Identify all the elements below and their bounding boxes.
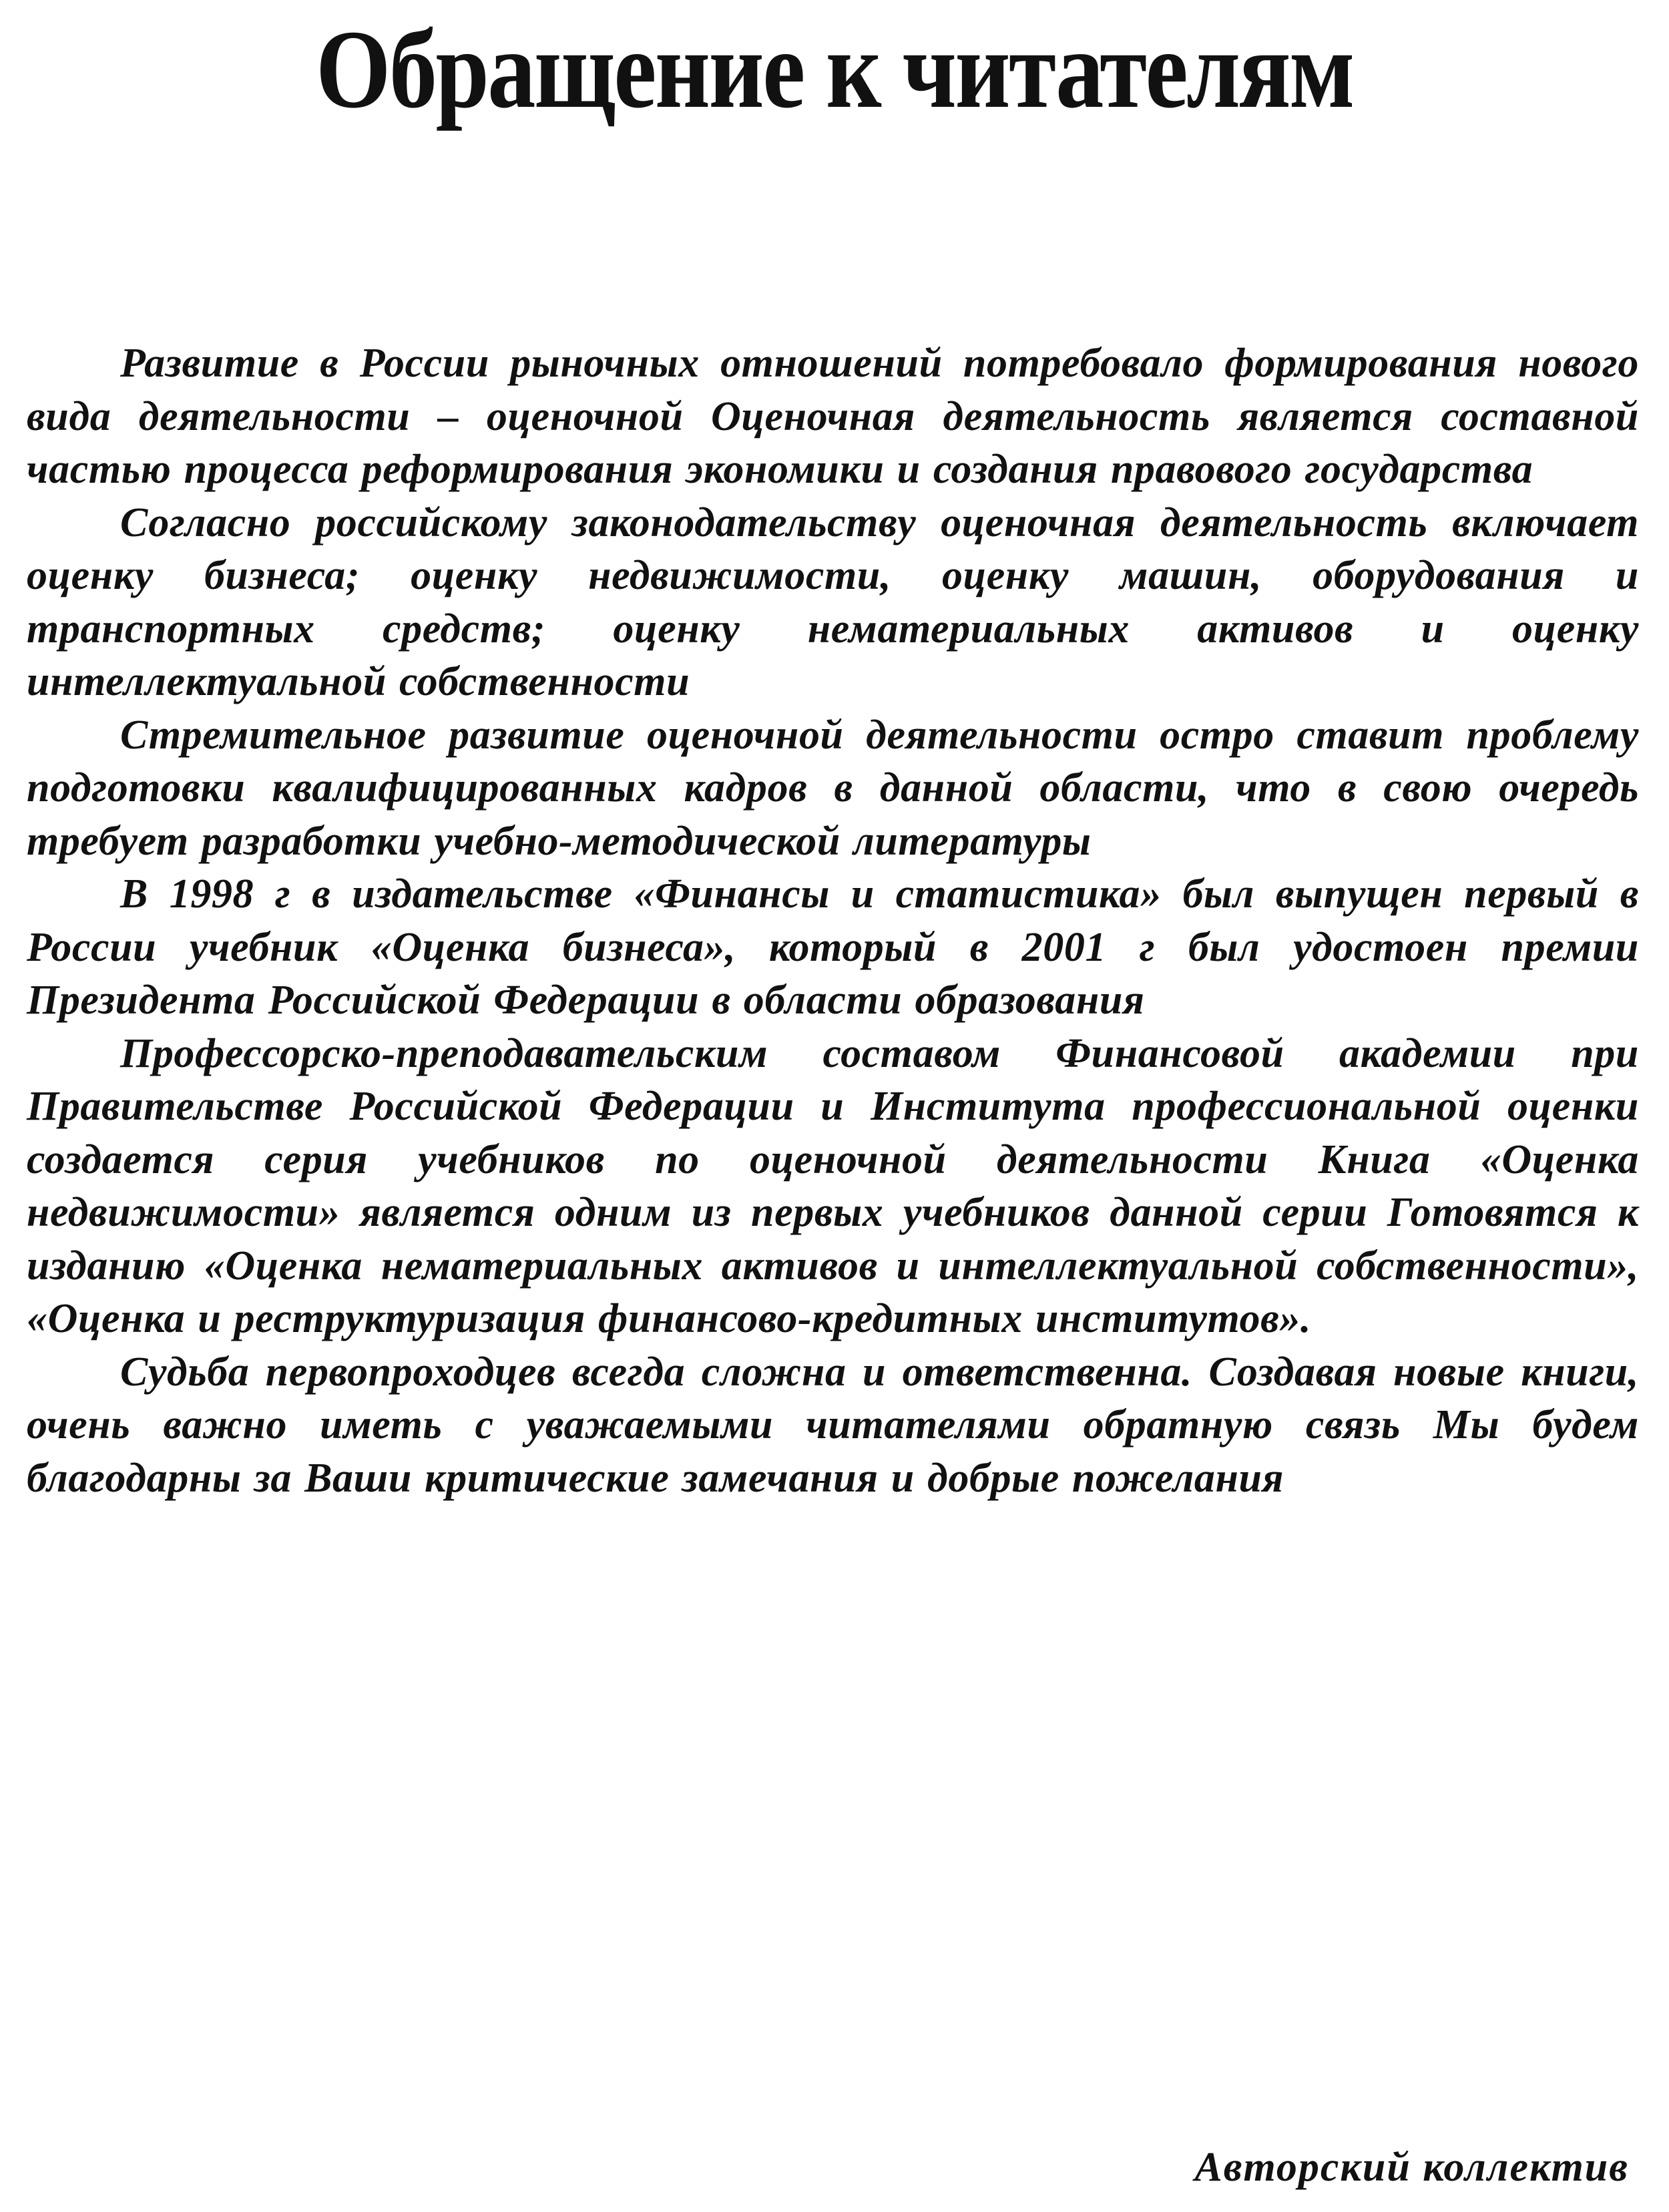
paragraph-textbook-series: Профессорско-преподавательским составом Финансовой академии при Правительстве Российской Федерации и Института профессиональной оценки создается серия учебников по оценочной деятельности Книга «Оценка недвижимости» является одним из первых учебников данной серии Готовятся к изданию «Оценка нематериальных активов и интеллектуальной собственности», «Оценка и реструктуризация финансово-кредитных институтов».	[27, 1030, 1639, 1341]
paragraph-training-problem: Стремительное развитие оценочной деятельности остро ставит проблему подготовки квалифицированных кадров в данной области, что в свою очередь требует разработки учебно-методической литературы	[27, 712, 1639, 864]
paragraph-feedback-request: Судьба первопроходцев всегда сложна и ответственна. Создавая новые книги, очень важно иметь с уважаемыми читателями обратную связь Мы будем благодарны за Ваши критические замечания и добрые пожелания	[27, 1349, 1639, 1501]
document-body	[27, 337, 1639, 1505]
paragraph-market-development: Развитие в России рыночных отношений потребовало формирования нового вида деятельности – оценочной Оценочная деятельность является составной частью процесса реформирования экономики и создания правового государства	[27, 341, 1639, 492]
signature: Авторский коллектив	[1194, 2145, 1629, 2190]
paragraph-first-textbook: В 1998 г в издательстве «Финансы и статистика» был выпущен первый в России учебник «Оценка бизнеса», который в 2001 г был удостоен премии Президента Российской Федерации в области образования	[27, 871, 1639, 1023]
page-title: Обращение к читателям	[316, 7, 1353, 132]
paragraph-legislation: Согласно российскому законодательству оценочная деятельность включает оценку бизнеса; оценку недвижимости, оценку машин, оборудования и транспортных средств; оценку нематериальных активов и оценку интеллектуальной собственности	[27, 499, 1639, 704]
